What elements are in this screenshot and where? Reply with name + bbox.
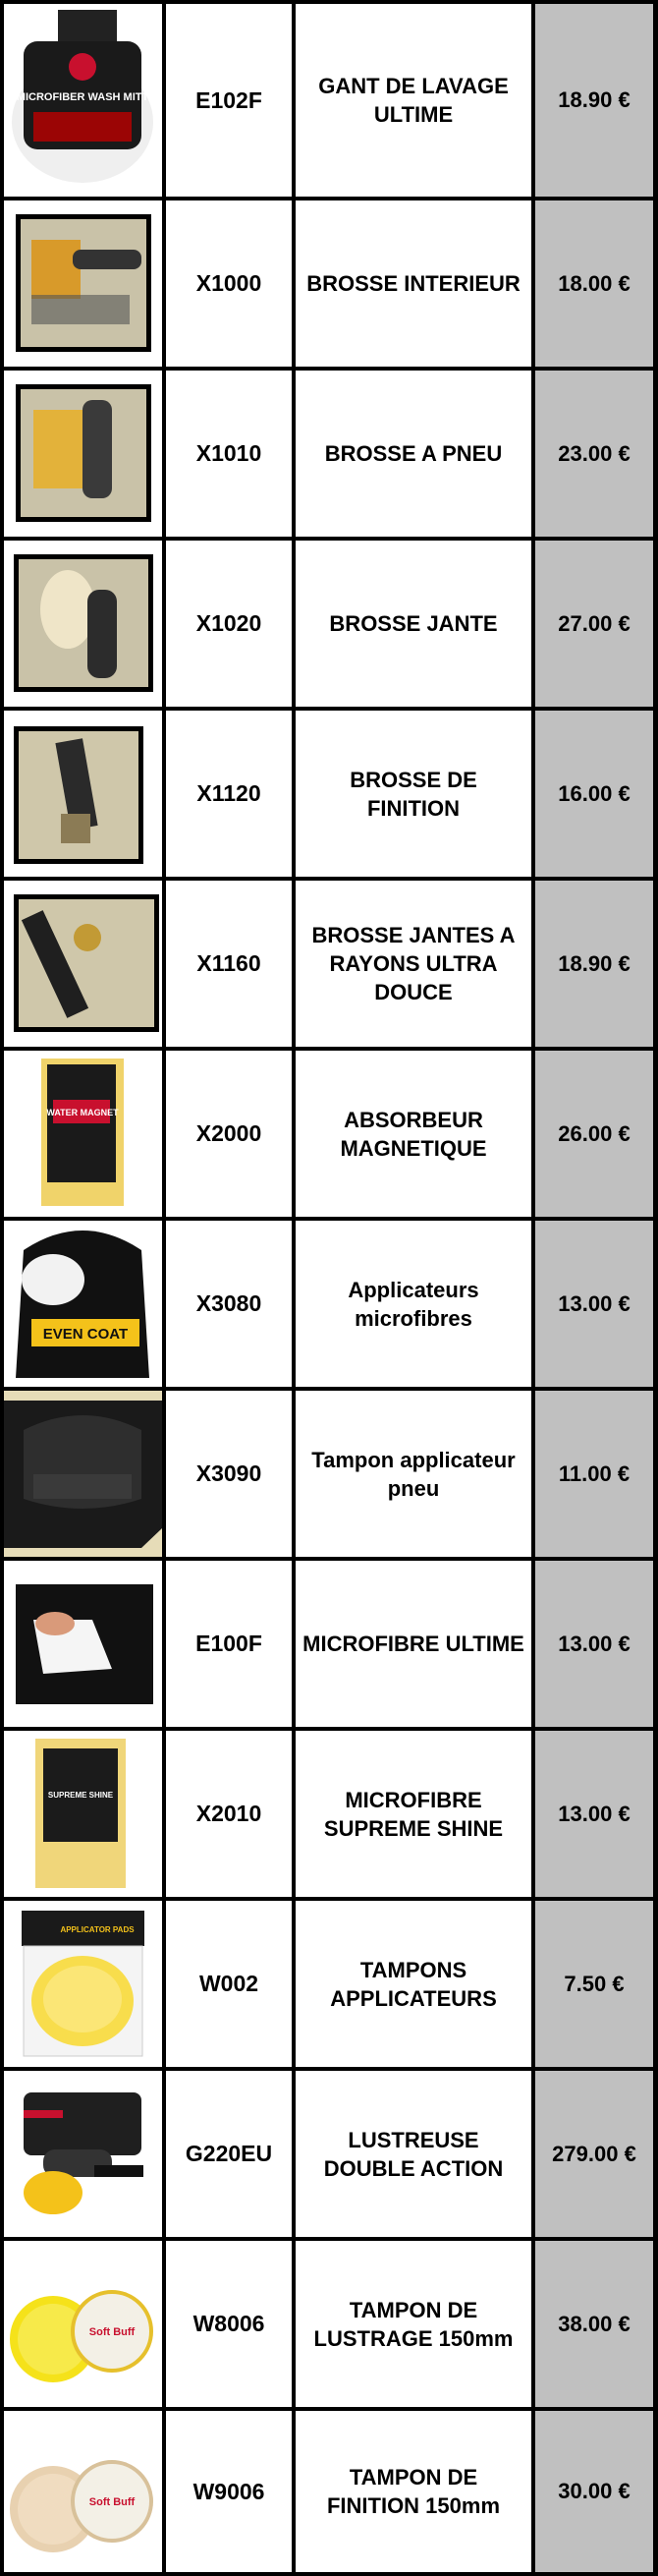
tire-applicator-pad-image bbox=[4, 1391, 162, 1557]
product-price: 18.90 € bbox=[535, 4, 653, 197]
product-code: X2010 bbox=[166, 1731, 292, 1897]
product-name: BROSSE JANTES A RAYONS ULTRA DOUCE bbox=[296, 881, 531, 1047]
applicator-label: APPLICATOR PADS bbox=[60, 1925, 135, 1934]
product-image-cell bbox=[4, 2241, 162, 2407]
product-image-cell bbox=[4, 1731, 162, 1897]
product-code: X3090 bbox=[166, 1391, 292, 1557]
product-code: X1000 bbox=[166, 200, 292, 367]
table-row bbox=[0, 0, 658, 197]
product-name: BROSSE INTERIEUR bbox=[296, 200, 531, 367]
product-price: 13.00 € bbox=[535, 1561, 653, 1727]
product-image-cell bbox=[4, 4, 162, 197]
table-row bbox=[0, 197, 658, 367]
product-code: W8006 bbox=[166, 2241, 292, 2407]
table-row bbox=[0, 537, 658, 707]
detail-brush-image bbox=[4, 711, 162, 877]
finishing-pad-image bbox=[4, 2411, 162, 2572]
applicator-pads-image bbox=[4, 1901, 162, 2067]
product-name: BROSSE DE FINITION bbox=[296, 711, 531, 877]
product-code: E100F bbox=[166, 1561, 292, 1727]
product-price: 30.00 € bbox=[535, 2411, 653, 2572]
product-image-cell bbox=[4, 1561, 162, 1727]
product-price: 279.00 € bbox=[535, 2071, 653, 2237]
table-row bbox=[0, 2067, 658, 2237]
wash-mitt-label: MICROFIBER WASH MITT bbox=[16, 91, 149, 103]
product-image-cell bbox=[4, 200, 162, 367]
product-code: X2000 bbox=[166, 1051, 292, 1217]
product-image-cell bbox=[4, 881, 162, 1047]
polishing-pad-image bbox=[4, 2241, 162, 2407]
product-code: X1020 bbox=[166, 541, 292, 707]
product-price: 23.00 € bbox=[535, 371, 653, 537]
product-code: W002 bbox=[166, 1901, 292, 2067]
product-name: BROSSE JANTE bbox=[296, 541, 531, 707]
product-name: ABSORBEUR MAGNETIQUE bbox=[296, 1051, 531, 1217]
table-row bbox=[0, 707, 658, 877]
product-image-cell bbox=[4, 371, 162, 537]
product-name: GANT DE LAVAGE ULTIME bbox=[296, 4, 531, 197]
supreme-shine-label: SUPREME SHINE bbox=[47, 1791, 114, 1800]
table-row bbox=[0, 877, 658, 1047]
ultimate-microfibre-image bbox=[4, 1561, 162, 1727]
product-image-cell bbox=[4, 1051, 162, 1217]
product-name: Applicateurs microfibres bbox=[296, 1221, 531, 1387]
interior-brush-image bbox=[4, 200, 162, 367]
table-row bbox=[0, 2407, 658, 2576]
product-code: X1010 bbox=[166, 371, 292, 537]
table-row bbox=[0, 367, 658, 537]
product-price: 18.90 € bbox=[535, 881, 653, 1047]
dual-action-polisher-image bbox=[4, 2071, 162, 2237]
product-image-cell bbox=[4, 541, 162, 707]
product-price: 13.00 € bbox=[535, 1731, 653, 1897]
product-code: X3080 bbox=[166, 1221, 292, 1387]
water-magnet-label: WATER MAGNET bbox=[46, 1108, 119, 1117]
product-image-cell bbox=[4, 1391, 162, 1557]
product-name: MICROFIBRE SUPREME SHINE bbox=[296, 1731, 531, 1897]
product-price: 26.00 € bbox=[535, 1051, 653, 1217]
product-image-cell bbox=[4, 1221, 162, 1387]
product-price: 11.00 € bbox=[535, 1391, 653, 1557]
product-code: X1120 bbox=[166, 711, 292, 877]
soft-buff-label: Soft Buff bbox=[88, 2326, 136, 2338]
table-row bbox=[0, 1557, 658, 1727]
product-price: 7.50 € bbox=[535, 1901, 653, 2067]
product-name: LUSTREUSE DOUBLE ACTION bbox=[296, 2071, 531, 2237]
product-image-cell bbox=[4, 2071, 162, 2237]
product-code: W9006 bbox=[166, 2411, 292, 2572]
product-price: 27.00 € bbox=[535, 541, 653, 707]
table-row bbox=[0, 1897, 658, 2067]
spoke-brush-image bbox=[4, 881, 162, 1047]
product-image-cell bbox=[4, 1901, 162, 2067]
product-price: 38.00 € bbox=[535, 2241, 653, 2407]
product-code: G220EU bbox=[166, 2071, 292, 2237]
table-row bbox=[0, 2237, 658, 2407]
product-code: E102F bbox=[166, 4, 292, 197]
even-coat-label: EVEN COAT bbox=[42, 1326, 129, 1343]
table-row bbox=[0, 1217, 658, 1387]
table-row bbox=[0, 1387, 658, 1557]
product-code: X1160 bbox=[166, 881, 292, 1047]
product-name: TAMPON DE LUSTRAGE 150mm bbox=[296, 2241, 531, 2407]
product-image-cell bbox=[4, 711, 162, 877]
product-price: 18.00 € bbox=[535, 200, 653, 367]
product-price: 16.00 € bbox=[535, 711, 653, 877]
product-name: Tampon applicateur pneu bbox=[296, 1391, 531, 1557]
product-name: TAMPONS APPLICATEURS bbox=[296, 1901, 531, 2067]
table-row bbox=[0, 1047, 658, 1217]
supreme-shine-microfibre-image bbox=[4, 1731, 162, 1897]
water-magnet-image bbox=[4, 1051, 162, 1217]
wheel-brush-image bbox=[4, 541, 162, 707]
product-price: 13.00 € bbox=[535, 1221, 653, 1387]
table-row bbox=[0, 1727, 658, 1897]
soft-buff-label: Soft Buff bbox=[88, 2496, 136, 2508]
product-name: BROSSE A PNEU bbox=[296, 371, 531, 537]
product-image-cell bbox=[4, 2411, 162, 2572]
wash-mitt-image bbox=[4, 4, 162, 197]
product-name: MICROFIBRE ULTIME bbox=[296, 1561, 531, 1727]
tire-brush-image bbox=[4, 371, 162, 537]
even-coat-applicators-image bbox=[4, 1221, 162, 1387]
product-name: TAMPON DE FINITION 150mm bbox=[296, 2411, 531, 2572]
